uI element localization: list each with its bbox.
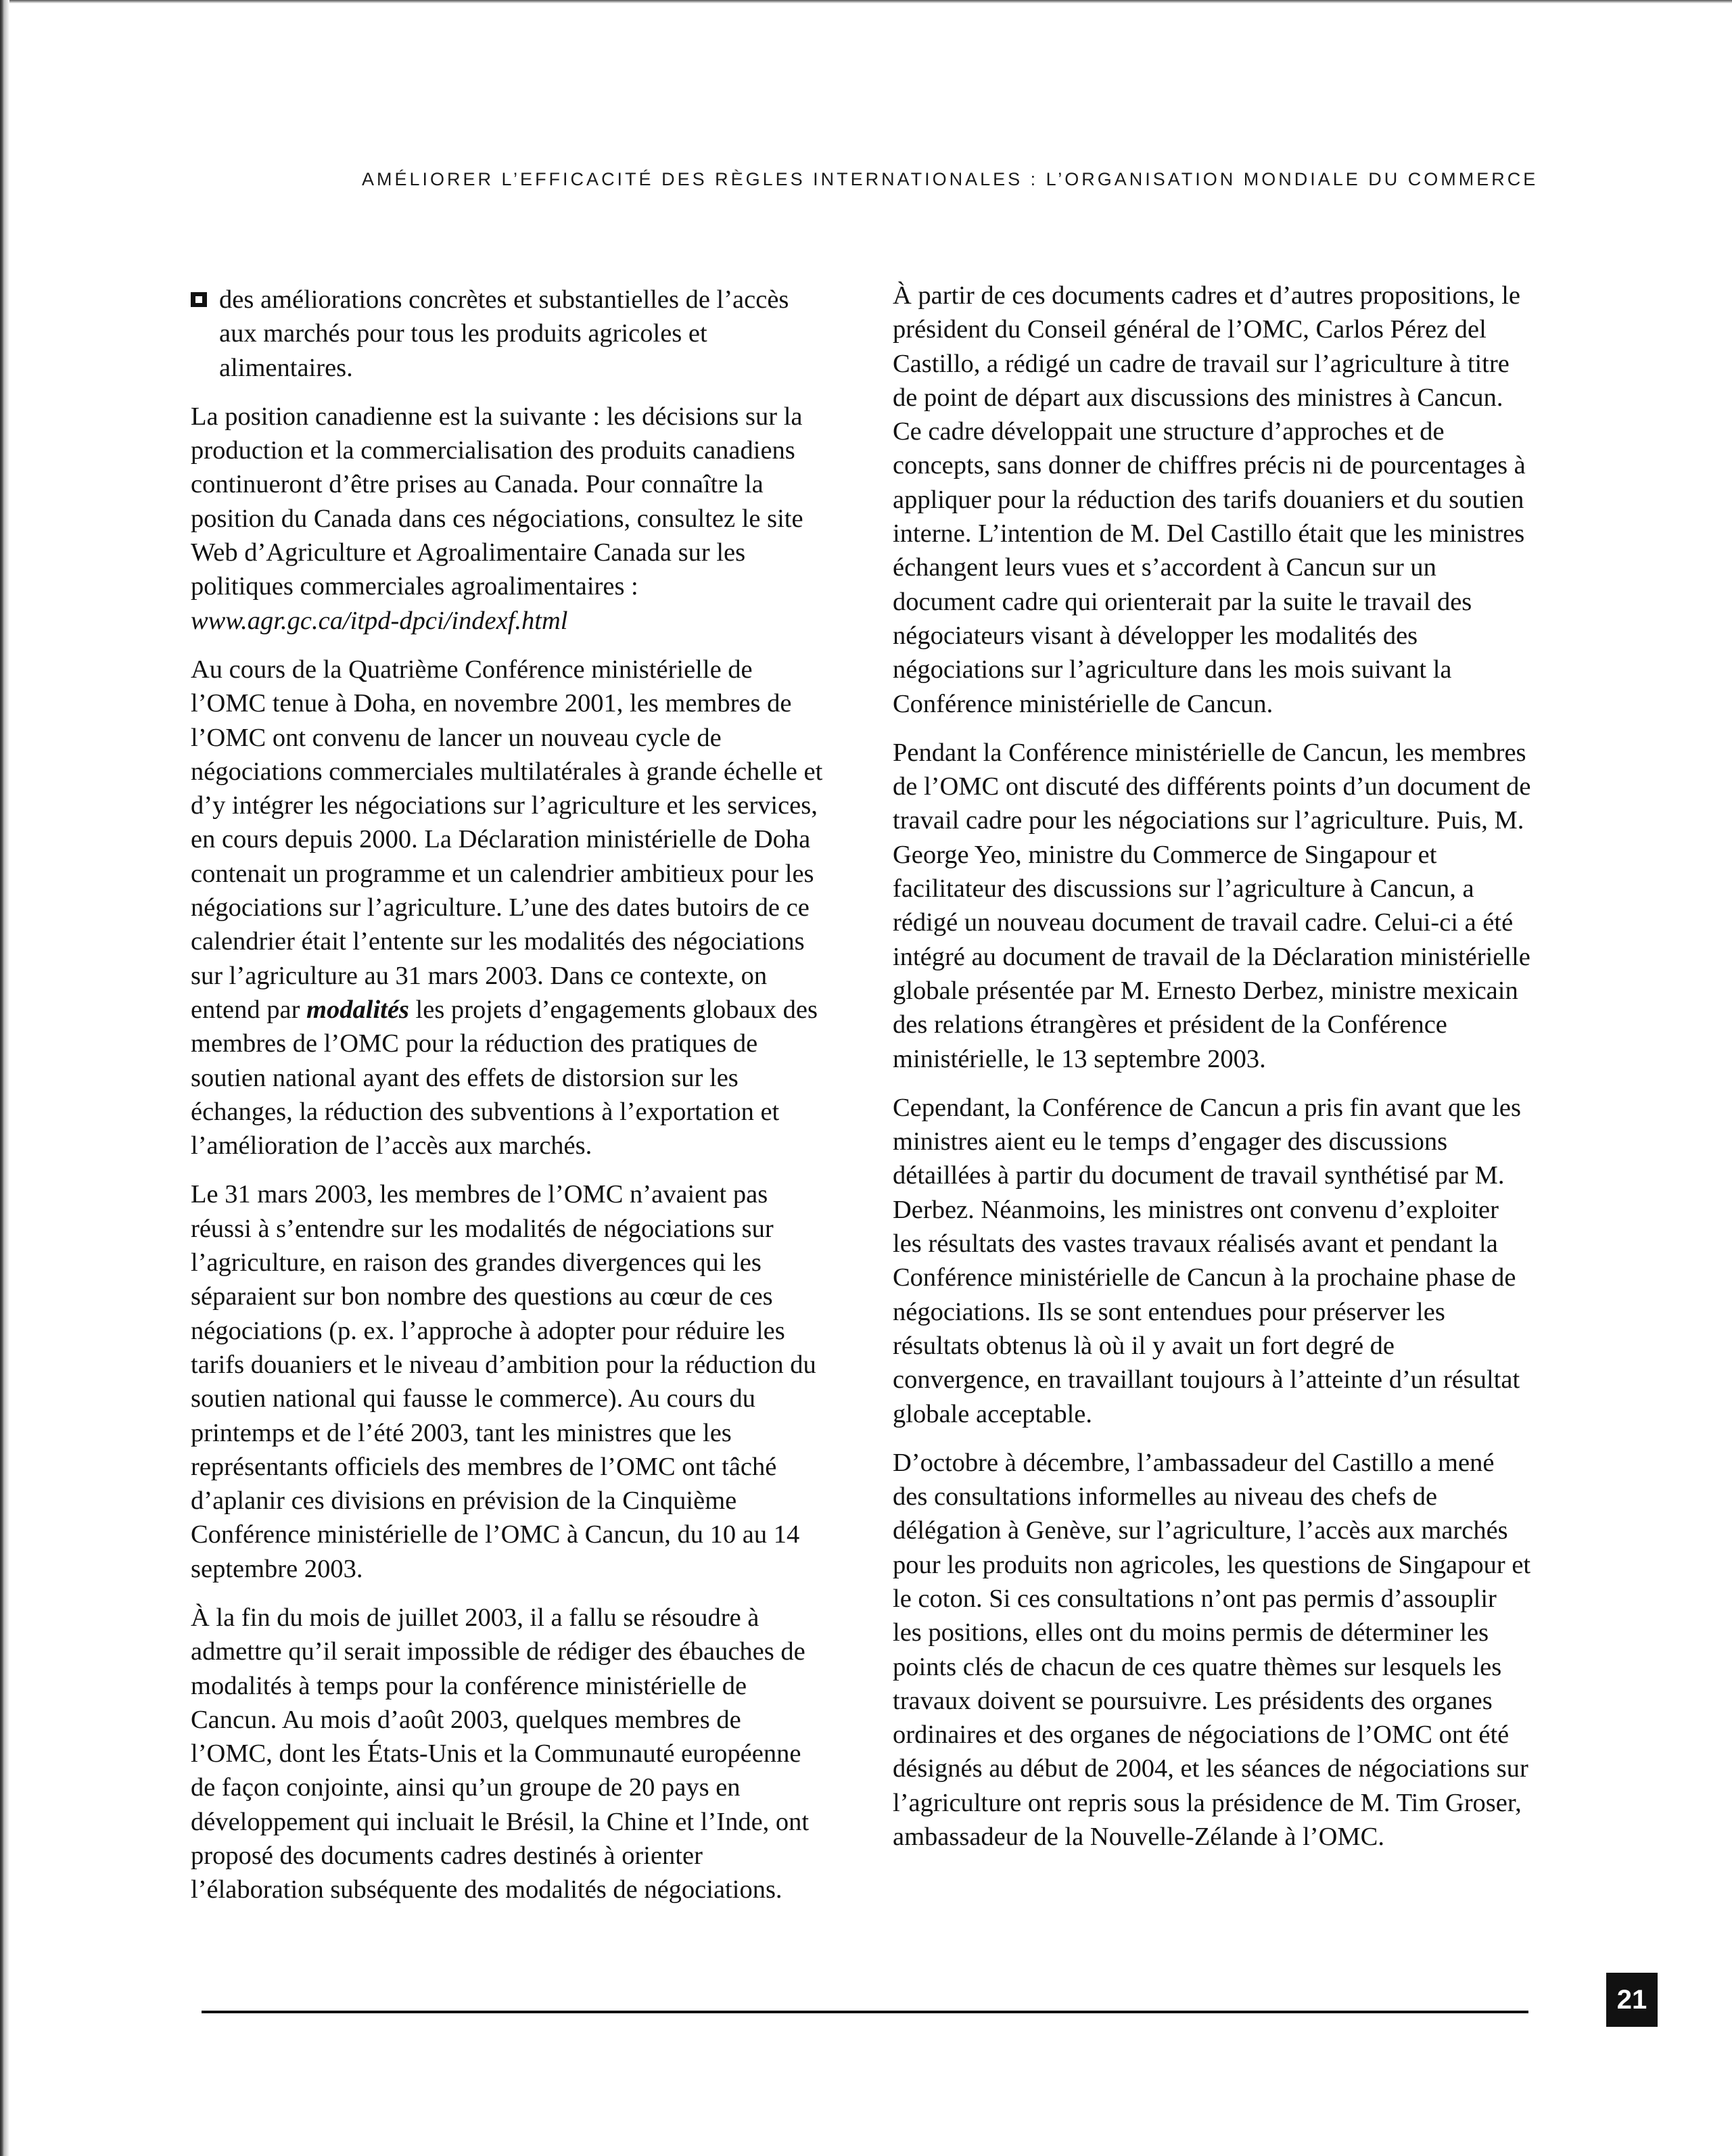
footer-divider (202, 2011, 1528, 2013)
agriculture-canada-link[interactable]: www.agr.gc.ca/itpd-dpci/indexf.html (191, 606, 568, 635)
left-column (191, 283, 826, 1922)
paragraph-text: Au cours de la Quatrième Conférence ministérielle de l’OMC tenue à Doha, en novembre 2001, les membres de l’OMC ont convenu de lancer un nouveau cycle de négociations commerciales multilatérales à grande échelle et d’y intégrer les négociations sur l’agriculture et les services, en cours depuis 2000. La Déclaration ministérielle de Doha contenait un programme et un calendrier ambitieux pour les négociations sur l’agriculture. L’une des dates butoirs de ce calendrier était l’entente sur les modalités des négociations sur l’agriculture au 31 mars 2003. Dans ce contexte, on entend par (191, 655, 823, 1024)
page-number: 21 (1606, 1973, 1658, 2027)
paragraph-canadian-position (191, 400, 826, 638)
bullet-item (191, 283, 826, 385)
paragraph-text: La position canadienne est la suivante : les décisions sur la production et la commercialisation des produits canadiens continueront d’être prises au Canada. Pour connaître la position du Canada dans ces négociations, consultez le site Web d’Agriculture et Agroalimentaire Canada sur les politiques commerciales agroalimentaires : (191, 402, 803, 601)
paragraph-july-2003: À la fin du mois de juillet 2003, il a fallu se résoudre à admettre qu’il serait impossible de rédiger des ébauches de modalités à temps pour la conférence ministérielle de Cancun. Au mois d’août 2003, quelques membres de l’OMC, dont les États-Unis et la Communauté européenne de façon conjointe, ainsi qu’un groupe de 20 pays en développement qui incluait le Brésil, la Chine et l’Inde, ont proposé des documents cadres destinés à orienter l’élaboration subséquente des modalités de négociations. (191, 1603, 810, 1904)
paragraph-cancun-conference: Pendant la Conférence ministérielle de Cancun, les membres de l’OMC ont discuté des différents points d’un document de travail cadre pour les négociations sur l’agriculture. Puis, M. George Yeo, ministre du Commerce de Singapour et facilitateur des discussions sur l’agriculture à Cancun, a rédigé un nouveau document de travail cadre. Celui-ci a été intégré au document de travail de la Déclaration ministérielle globale présentée par M. Ernesto Derbez, ministre mexicain des relations étrangères et président de la Conférence ministérielle, le 13 septembre 2003. (893, 738, 1531, 1073)
paragraph-framework: À partir de ces documents cadres et d’autres propositions, le président du Conseil général de l’OMC, Carlos Pérez del Castillo, a rédigé un cadre de travail sur l’agriculture à titre de point de départ aux discussions des ministres à Cancun. Ce cadre développait une structure d’approches et de concepts, sans donner de chiffres précis ni de pourcentages à appliquer pour la réduction des tarifs douaniers et du soutien interne. L’intention de M. Del Castillo était que les ministres échangent leurs vues et s’accordent à Cancun sur un document cadre qui orienterait par la suite le travail des négociateurs visant à développer les modalités des négociations sur l’agriculture dans les mois suivant la Conférence ministérielle de Cancun. (893, 281, 1526, 718)
right-column (893, 279, 1532, 1869)
emphasis-term: modalités (306, 995, 409, 1024)
bullet-text: des améliorations concrètes et substantielles de l’accès aux marchés pour tous les produits agricoles et alimentaires. (219, 285, 789, 382)
running-header: AMÉLIORER L’EFFICACITÉ DES RÈGLES INTERNATIONALES : L’ORGANISATION MONDIALE DU COMMERCE (362, 169, 1539, 189)
paragraph-consultations: D’octobre à décembre, l’ambassadeur del Castillo a mené des consultations informelles au niveau des chefs de délégation à Genève, sur l’agriculture, l’accès aux marchés pour les produits non agricoles, les questions de Singapour et le coton. Si ces consultations n’ont pas permis d’assouplir les positions, elles ont du moins permis de déterminer les points clés de chacun de ces quatre thèmes sur lesquels les travaux doivent se poursuivre. Les présidents des organes ordinaires et des organes de négociations de l’OMC ont été désignés au début de 2004, et les séances de négociations sur l’agriculture ont repris sous la présidence de M. Tim Groser, ambassadeur de la Nouvelle-Zélande à l’OMC. (893, 1448, 1531, 1852)
scan-top-edge (0, 0, 1732, 3)
scan-left-edge (0, 0, 9, 2156)
paragraph-march-2003: Le 31 mars 2003, les membres de l’OMC n’avaient pas réussi à s’entendre sur les modalités de négociations sur l’agriculture, en raison des grandes divergences qui les séparaient sur bon nombre des questions au cœur de ces négociations (p. ex. l’approche à adopter pour réduire les tarifs douaniers et le niveau d’ambition pour la réduction du soutien national qui fausse le commerce). Au cours du printemps et de l’été 2003, tant les ministres que les représentants officiels des membres de l’OMC ont tâché d’aplanir ces divisions en prévision de la Cinquième Conférence ministérielle de l’OMC à Cancun, du 10 au 14 septembre 2003. (191, 1180, 816, 1583)
paragraph-cancun-end: Cependant, la Conférence de Cancun a pris fin avant que les ministres aient eu le temps d’engager des discussions détaillées à partir du document de travail synthétisé par M. Derbez. Néanmoins, les ministres ont convenu d’exploiter les résultats des vastes travaux réalisés avant et pendant la Conférence ministérielle de Cancun à la prochaine phase de négociations. Ils se sont entendues pour préserver les résultats obtenus là où il y avait un fort degré de convergence, en travaillant toujours à l’atteinte d’un résultat globale acceptable. (893, 1093, 1522, 1428)
square-bullet-icon (191, 292, 207, 307)
paragraph-doha (191, 653, 826, 1163)
paragraph-text: les projets d’engagements globaux des membres de l’OMC pour la réduction des pratiques de soutien national ayant des effets de distorsion sur les échanges, la réduction des subventions à l’exportation et l’amélioration de l’accès aux marchés. (191, 995, 818, 1161)
